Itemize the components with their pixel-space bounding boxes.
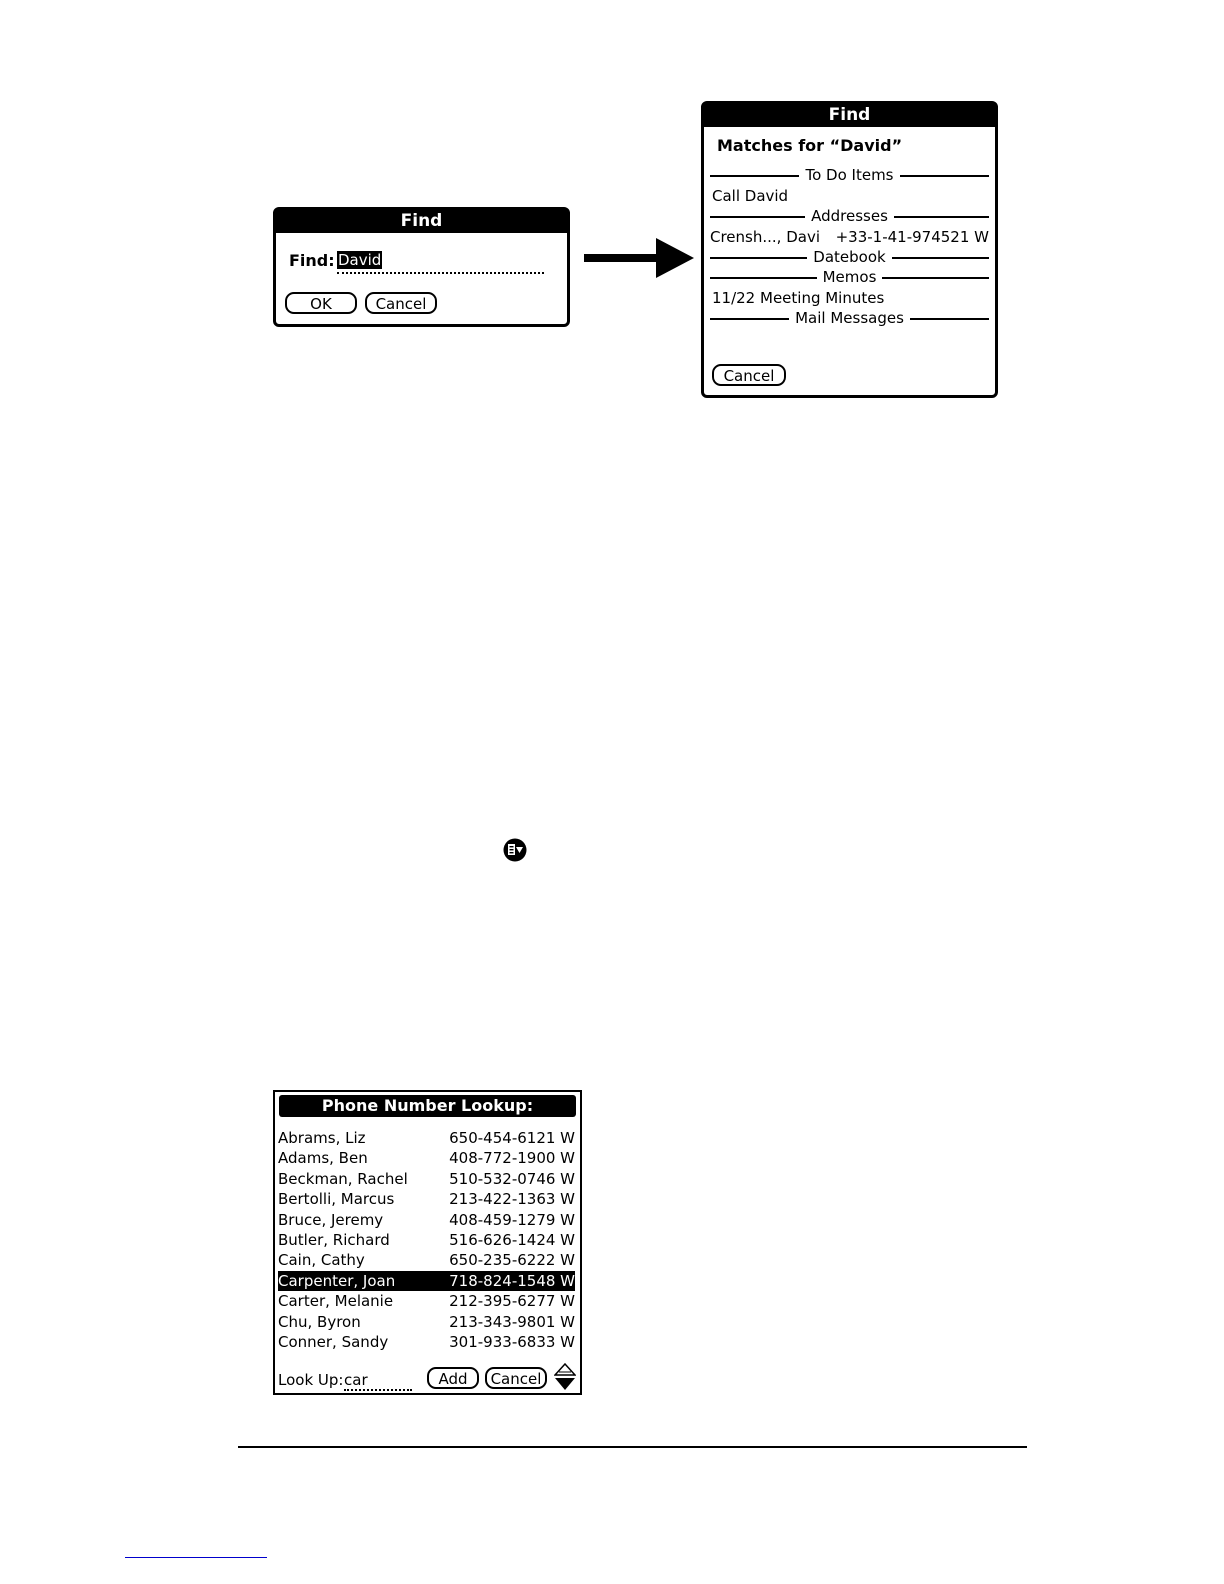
result-address-phone: +33-1-41-974521 W <box>835 228 989 246</box>
section-addresses <box>710 206 989 226</box>
section-todo-items <box>710 165 989 185</box>
ok-button[interactable]: OK <box>285 292 357 314</box>
lookup-row-name: Chu, Byron <box>278 1312 361 1331</box>
lookup-row[interactable] <box>278 1230 575 1250</box>
lookup-row-name: Adams, Ben <box>278 1149 368 1168</box>
right-arrow-icon <box>584 236 696 280</box>
cancel-button[interactable]: Cancel <box>365 292 437 314</box>
find-dialog-title: Find <box>275 209 568 233</box>
lookup-row-name: Carter, Melanie <box>278 1292 394 1311</box>
lookup-row-name: Beckman, Rachel <box>278 1169 408 1188</box>
lookup-row-phone: 650-235-6222 W <box>449 1251 575 1270</box>
lookup-row-name: Bruce, Jeremy <box>278 1210 384 1229</box>
add-button[interactable]: Add <box>427 1367 479 1389</box>
menu-icon <box>503 838 527 862</box>
lookup-row-name: Butler, Richard <box>278 1231 390 1249</box>
section-label: Datebook <box>807 247 891 267</box>
lookup-row[interactable] <box>278 1148 575 1168</box>
lookup-row-phone: 718-824-1548 W <box>449 1271 575 1290</box>
section-label: To Do Items <box>799 165 899 185</box>
lookup-row[interactable] <box>278 1291 575 1311</box>
find-input-value: David <box>338 251 382 269</box>
find-input[interactable] <box>337 250 544 274</box>
lookup-row-phone: 213-343-9801 W <box>449 1312 575 1331</box>
lookup-row-phone: 212-395-6277 W <box>449 1292 575 1311</box>
result-address-name: Crensh..., Davi <box>710 228 820 246</box>
lookup-row-name: Cain, Cathy <box>278 1251 365 1270</box>
lookup-row-phone: 516-626-1424 W <box>449 1231 575 1249</box>
lookup-row[interactable] <box>278 1128 575 1148</box>
lookup-row-phone: 408-772-1900 W <box>449 1149 575 1168</box>
lookup-row[interactable] <box>278 1332 575 1352</box>
result-address-row[interactable] <box>710 227 989 247</box>
find-label: Find: <box>289 251 335 270</box>
results-dialog <box>701 101 998 398</box>
lookup-row-name: Bertolli, Marcus <box>278 1190 395 1209</box>
scroll-arrows-icon[interactable] <box>554 1363 576 1391</box>
lookup-row[interactable] <box>278 1189 575 1209</box>
section-memos <box>710 267 989 287</box>
lookup-row-phone: 408-459-1279 W <box>449 1210 575 1229</box>
phone-lookup-dialog <box>273 1090 582 1395</box>
lookup-list <box>275 1128 580 1352</box>
results-cancel-button[interactable]: Cancel <box>712 364 786 386</box>
result-todo-call-david[interactable]: Call David <box>712 187 789 205</box>
find-dialog <box>273 207 570 327</box>
lookup-row-name: Carpenter, Joan <box>278 1271 396 1290</box>
lookup-row[interactable] <box>278 1271 575 1291</box>
lookup-row-phone: 301-933-6833 W <box>449 1333 575 1351</box>
lookup-row-name: Abrams, Liz <box>278 1129 366 1147</box>
lookup-row-phone: 510-532-0746 W <box>449 1169 575 1188</box>
lookup-row[interactable] <box>278 1250 575 1270</box>
result-memo-meeting-minutes[interactable]: 11/22 Meeting Minutes <box>712 289 885 307</box>
results-dialog-title: Find <box>703 103 996 127</box>
lookup-row-name: Conner, Sandy <box>278 1333 389 1351</box>
page-footer-link-rule <box>125 1557 267 1558</box>
lookup-label: Look Up: <box>278 1371 344 1389</box>
lookup-row[interactable] <box>278 1312 575 1332</box>
lookup-row-phone: 213-422-1363 W <box>449 1190 575 1209</box>
footer-rule <box>238 1446 1027 1448</box>
phone-lookup-title: Phone Number Lookup: <box>279 1095 576 1117</box>
section-mail-messages <box>710 308 989 328</box>
lookup-input[interactable] <box>344 1370 412 1391</box>
section-label: Addresses <box>805 206 894 226</box>
lookup-row[interactable] <box>278 1210 575 1230</box>
section-datebook <box>710 247 989 267</box>
matches-heading: Matches for “David” <box>717 136 903 155</box>
section-label: Mail Messages <box>789 308 910 328</box>
lookup-row[interactable] <box>278 1169 575 1189</box>
lookup-input-value: car <box>344 1371 368 1389</box>
lookup-row-phone: 650-454-6121 W <box>449 1129 575 1147</box>
section-label: Memos <box>817 267 883 287</box>
lookup-cancel-button[interactable]: Cancel <box>485 1367 547 1389</box>
